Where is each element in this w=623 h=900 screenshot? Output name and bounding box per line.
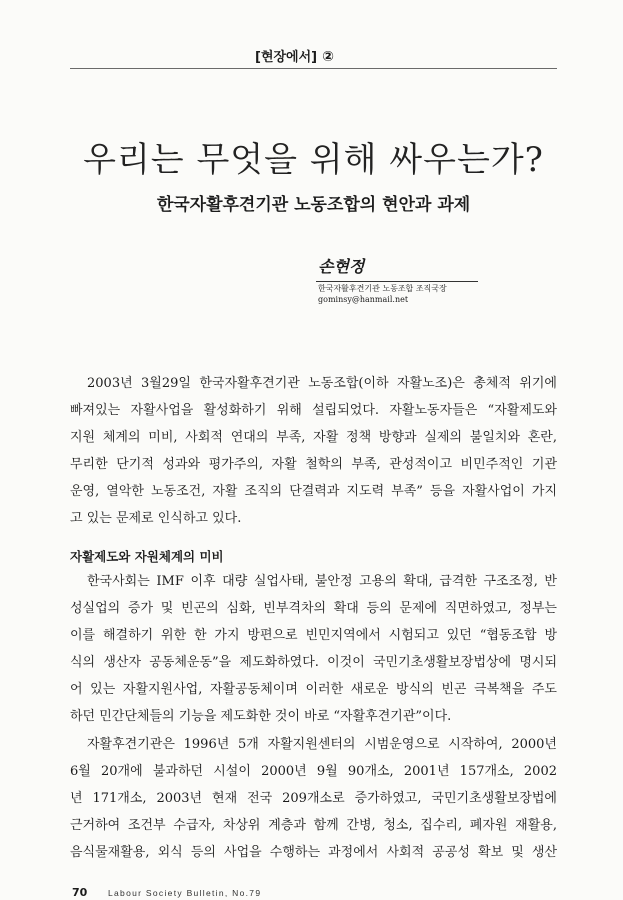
- body-line: 이를 해결하기 위한 한 가지 방편으로 빈민지역에서 시험되고 있던 “협동조합 방: [70, 628, 557, 643]
- body-line: 한국사회는 IMF 이후 대량 실업사태, 불안정 고용의 확대, 급격한 구조조정, 반: [87, 574, 557, 589]
- body-line: 어 있는 자활지원사업, 자활공동체이며 이러한 새로운 방식의 빈곤 극복책을 주도: [70, 682, 557, 697]
- series-number: ②: [322, 49, 334, 65]
- body-line: 식의 생산자 공동체운동”을 제도화하였다. 이것이 국민기초생활보장법상에 명시되: [70, 655, 557, 670]
- body-line: 지원 체계의 미비, 사회적 연대의 부족, 자활 정책 방향과 실제의 불일치와 혼란,: [70, 430, 557, 445]
- section-heading: 자활제도와 자원체계의 미비: [70, 549, 224, 564]
- section-label: [현장에서]: [255, 50, 318, 65]
- body-line: 근거하여 조건부 수급자, 차상위 계층과 함께 간병, 청소, 집수리, 폐자원 재활용,: [70, 818, 557, 833]
- page-number: 70: [72, 886, 88, 899]
- article-title: 우리는 무엇을 위해 싸우는가?: [83, 140, 544, 180]
- article-subtitle: 한국자활후견기관 노동조합의 현안과 과제: [156, 195, 471, 215]
- body-line: 6월 20개에 불과하던 시설이 2000년 9월 90개소, 2001년 157개소, 2002: [70, 764, 557, 779]
- body-line: 하던 민간단체들의 기능을 제도화한 것이 바로 “자활후견기관”이다.: [70, 709, 452, 724]
- section-header: [255, 47, 334, 68]
- body-line: 성실업의 증가 및 빈곤의 심화, 빈부격차의 확대 등의 문제에 직면하였고, 정부는: [70, 601, 557, 616]
- author-divider: [316, 281, 478, 282]
- body-line: 자활후견기관은 1996년 5개 자활지원센터의 시범운영으로 시작하여, 2000년: [87, 737, 557, 752]
- paragraph-3: [70, 731, 557, 866]
- header-divider: [70, 68, 557, 69]
- body-line: 운영, 열악한 노동조건, 자활 조직의 단결력과 지도력 부족” 등을 자활사업이 가지: [70, 484, 557, 499]
- paragraph-1: [70, 370, 557, 532]
- body-line: 음식물재활용, 외식 등의 사업을 수행하는 과정에서 사회적 공공성 확보 및 생산: [70, 845, 557, 860]
- body-line: 고 있는 문제로 인식하고 있다.: [70, 511, 242, 526]
- body-line: 무리한 단기적 성과와 평가주의, 자활 철학의 부족, 관성적이고 비민주적인 기관: [70, 457, 557, 472]
- body-line: 2003년 3월29일 한국자활후견기관 노동조합(이하 자활노조)은 총체적 위기에: [87, 376, 557, 391]
- body-line: 빠져있는 자활사업을 활성화하기 위해 설립되었다. 자활노동자들은 “자활제도와: [70, 403, 557, 418]
- author-affiliation: 한국자활후견기관 노동조합 조직국장: [318, 284, 447, 293]
- paragraph-2: [70, 568, 557, 730]
- author-email: gominsy@hanmail.net: [318, 295, 409, 304]
- author-name: 손현정: [318, 257, 365, 276]
- journal-name: Labour Society Bulletin, No.79: [108, 888, 262, 898]
- body-line: 년 171개소, 2003년 현재 전국 209개소로 증가하였고, 국민기초생활보장법에: [70, 791, 557, 806]
